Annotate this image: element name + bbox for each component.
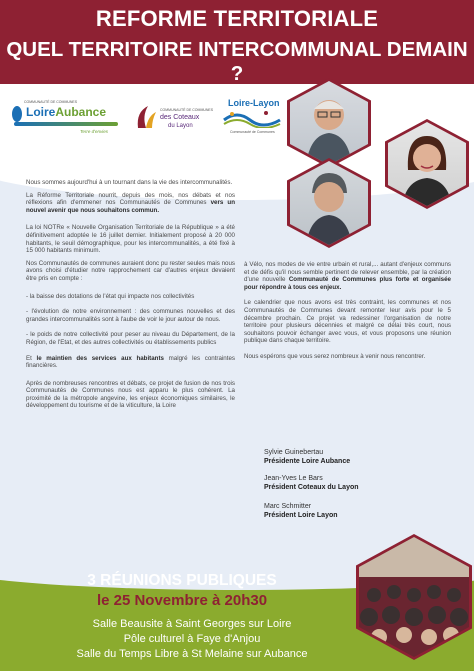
signatory-role: Présidente Loire Aubance xyxy=(264,457,351,465)
paragraph xyxy=(26,260,235,283)
paragraph xyxy=(26,224,235,254)
wave-icon xyxy=(222,110,282,128)
paragraph-text: Nos Communautés de communes auraient donc pu rester seules mais nous avons choisi d'étudier notre rapprochement car d'autres enjeux devaient être pris en compte : xyxy=(26,259,235,282)
signatory-name: Sylvie Guinebertau xyxy=(264,449,324,456)
right-column xyxy=(244,261,451,366)
title-line-1: REFORME TERRITORIALE xyxy=(95,6,379,31)
footer-date: le 25 Novembre à 20h30 xyxy=(96,592,268,609)
paragraph xyxy=(244,353,451,361)
paragraph-text: - le poids de notre collectivité pour peser au niveau du Département, de la Région, de l'Etat, et des autres collectivités ou établissements publics xyxy=(26,331,235,346)
paragraph xyxy=(26,192,235,215)
logo-coteaux-name2: du Layon xyxy=(168,123,193,129)
vine-icon xyxy=(134,102,158,132)
paragraph xyxy=(26,380,235,410)
left-column xyxy=(26,179,235,415)
logo-small-text: COMMUNAUTÉ DE COMMUNES xyxy=(24,100,78,104)
logo-ll-small: Communauté de Communes xyxy=(230,130,275,134)
paragraph-bold: vers un nouvel avenir que nous souhaitons commun. xyxy=(26,199,235,214)
paragraph-text: malgré les contraintes financières. xyxy=(26,354,235,370)
paragraph-bold: le maintien des services aux habitants xyxy=(36,354,164,362)
logo-small-text-2: COMMUNAUTÉ DE COMMUNES xyxy=(160,108,214,112)
venue-2: Pôle culturel à Faye d'Anjou xyxy=(123,633,261,645)
paragraph xyxy=(26,179,235,187)
footer-headline: 3 RÉUNIONS PUBLIQUES xyxy=(87,572,277,589)
venue-1: Salle Beausite à Saint Georges sur Loire xyxy=(92,618,292,630)
signature-1 xyxy=(264,449,350,466)
paragraph-text: Et xyxy=(26,354,37,362)
venue-3: Salle du Temps Libre à St Melaine sur Aubance xyxy=(76,648,308,660)
signatory-role: Président Coteaux du Layon xyxy=(264,483,359,491)
logo-loire-aubance xyxy=(10,100,122,144)
title-line-2: QUEL TERRITOIRE INTERCOMMUNAL DEMAIN ? xyxy=(6,38,468,85)
logo-tagline: Terre d'envies xyxy=(80,129,108,134)
logo-name-b: Aubance xyxy=(55,105,107,119)
paragraph-text: Le calendrier que nous avons est très contraint, les communes et nos Communautés de Communes devant remonter leur avis pour le 5 décembre prochain. Ce projet va redessiner l'organisation de notre territoire pour plusieurs décennies et malgré ce délai très court, nous souhaitons pouvoir échanger avec vous, et vous proposons une réunion publique dans chaque territoire. xyxy=(244,299,451,345)
paragraph-text: La loi NOTRe « Nouvelle Organisation Territoriale de la République » a été définitivement adoptée le 16 juillet dernier. Initialement proposé à 20 000 habitants, le seuil démographique, pour les intercommunalités, a été fixé à 15 000 habitants minimum. xyxy=(26,224,235,255)
paragraph-text: Après de nombreuses rencontres et débats, ce projet de fusion de nos trois Communautés de Communes nous est apparu le plus cohérent. La proximité de la métropole angevine, les enjeux économiques similaires, le développement du tourisme et de la viticulture, la Loire xyxy=(26,379,235,410)
logo-name-a: Loire xyxy=(26,105,56,119)
paragraph-text: Nous espérons que vous serez nombreux à venir nous rencontrer. xyxy=(244,352,426,360)
paragraph-text: à Vélo, nos modes de vie entre urbain et rural,... autant d'enjeux communs et de défis qu'il nous semble pertinent de relever ensemble, par la création d'une nouvelle xyxy=(244,261,451,284)
paragraph xyxy=(26,355,235,370)
paragraph-text: La Réforme Territoriale nourrit, depuis des mois, nos débats et nos réflexions afin d'emmener nos Communautés de Communes xyxy=(26,191,235,207)
paragraph xyxy=(244,299,451,345)
logo-ll-name: Loire-Layon xyxy=(228,98,280,108)
logo-loire-layon xyxy=(222,98,288,144)
logo-coteaux-du-layon xyxy=(134,98,214,148)
signatory-name: Jean-Yves Le Bars xyxy=(264,475,323,482)
header-banner xyxy=(0,0,474,84)
leaf-icon xyxy=(10,105,24,123)
logo-coteaux-name: des Coteaux xyxy=(160,114,200,121)
paragraph-bold: Communauté de Communes plus forte et organisée pour répondre à tous ces enjeux. xyxy=(244,276,452,291)
signatory-role: Président Loire Layon xyxy=(264,511,338,519)
signature-2 xyxy=(264,475,359,492)
paragraph-text: Nous sommes aujourd'hui à un tournant dans la vie des intercommunalités. xyxy=(26,179,233,186)
signature-3 xyxy=(264,503,338,520)
paragraph xyxy=(26,308,235,323)
paragraph xyxy=(26,331,235,346)
paragraph-text: - l'évolution de notre environnement : des communes nouvelles et des grandes intercommunalités sont à l'aube de voir le jour autour de nous. xyxy=(26,308,235,323)
paragraph-text: - la baisse des dotations de l'état qui impacte nos collectivités xyxy=(26,292,195,300)
signatory-name: Marc Schmitter xyxy=(264,503,312,510)
paragraph xyxy=(244,261,451,291)
logo-swoosh xyxy=(14,122,118,126)
paragraph xyxy=(26,293,235,301)
